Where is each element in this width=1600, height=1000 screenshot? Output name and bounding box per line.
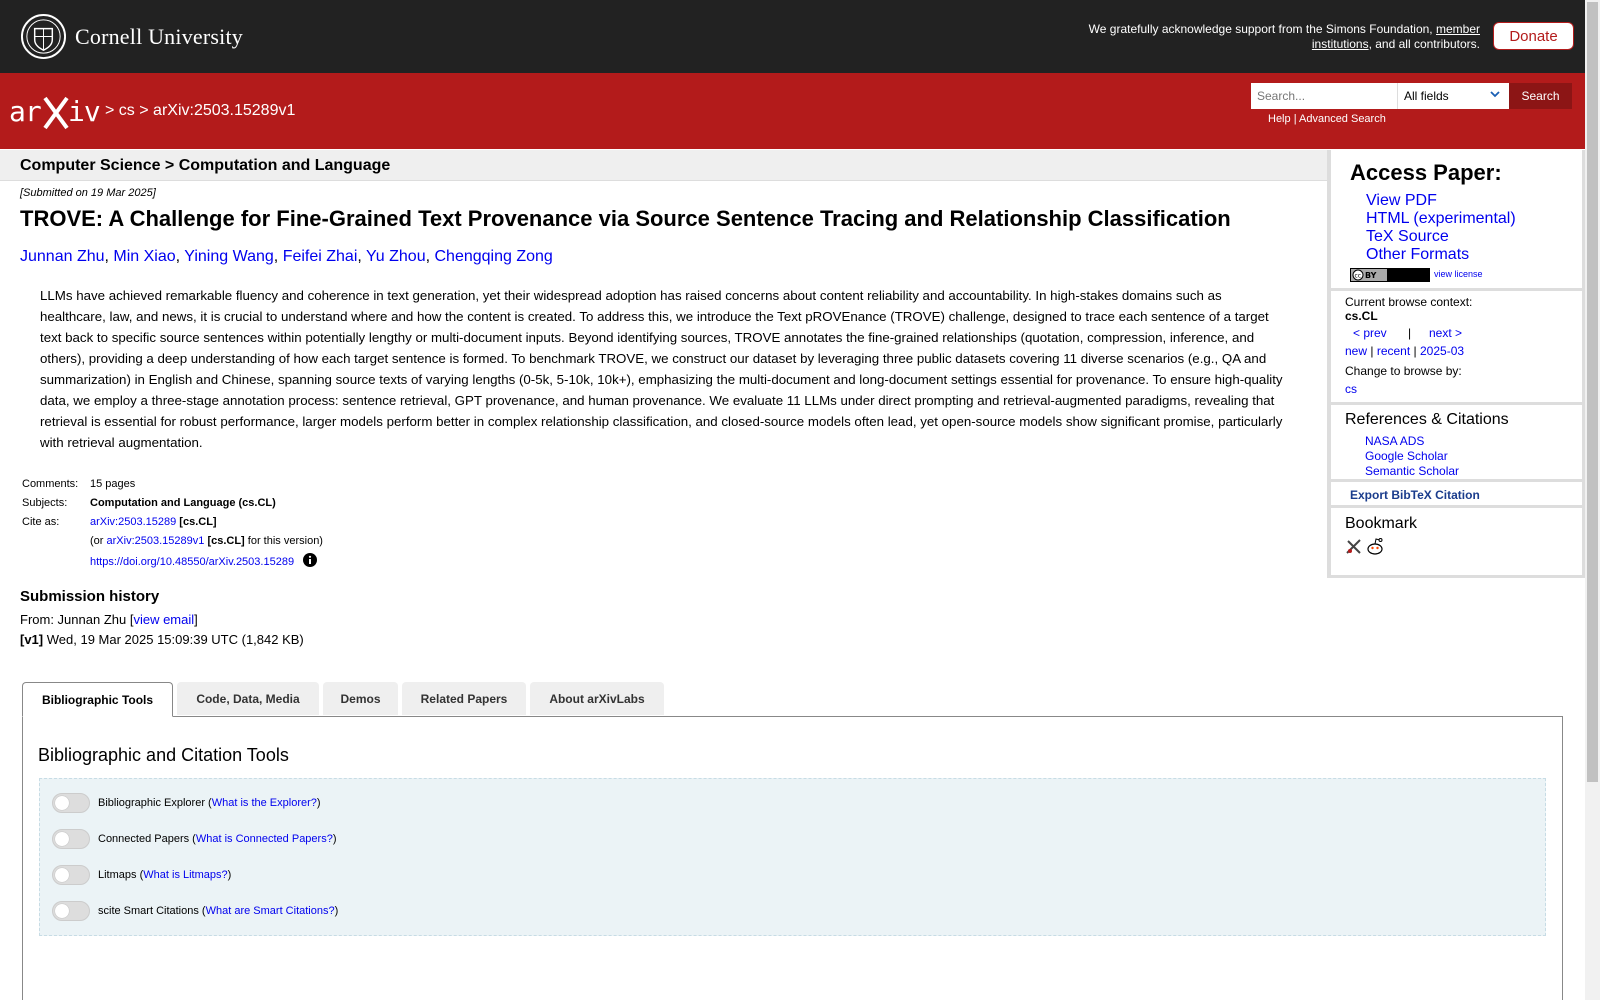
tool-name: Litmaps xyxy=(98,869,137,881)
tools-list xyxy=(39,778,1546,936)
export-bibtex-link[interactable]: Export BibTeX Citation xyxy=(1350,488,1480,502)
doi-link[interactable]: https://doi.org/10.48550/arXiv.2503.15289 xyxy=(90,556,295,568)
svg-text:cc: cc xyxy=(1354,272,1362,280)
version-label[interactable]: [v1] xyxy=(20,632,44,647)
version-details: Wed, 19 Mar 2025 15:09:39 UTC (1,842 KB) xyxy=(46,632,304,647)
author-list: Junnan Zhu, Min Xiao, Yining Wang, Feifei Zhai, Yu Zhou, Chengqing Zong xyxy=(20,248,553,265)
author-link[interactable]: Min Xiao xyxy=(113,248,176,265)
author-link[interactable]: Yu Zhou xyxy=(366,248,426,265)
header-links xyxy=(1268,113,1386,125)
view-license-link[interactable]: view license xyxy=(1434,269,1483,279)
cornell-university-wordmark: Cornell University xyxy=(75,23,243,49)
support-prefix: We gratefully acknowledge support from the Simons Foundation, xyxy=(1088,22,1433,36)
version-entry xyxy=(20,632,304,647)
metadata-table xyxy=(20,475,325,572)
tool-name: Bibliographic Explorer xyxy=(98,797,205,809)
new-link[interactable]: new xyxy=(1345,344,1368,358)
links-separator: | xyxy=(1293,113,1297,125)
paper-title: TROVE: A Challenge for Fine-Grained Text Provenance via Source Sentence Tracing and Relationship Classification xyxy=(20,206,1231,231)
bookmark-section xyxy=(1331,508,1585,575)
tab-bibliographic-tools[interactable]: Bibliographic Tools xyxy=(22,682,173,717)
tab-related-papers[interactable]: Related Papers xyxy=(402,682,526,715)
bibsonomy-icon[interactable] xyxy=(1345,538,1363,556)
export-section xyxy=(1331,482,1585,508)
references-heading: References & Citations xyxy=(1345,411,1509,428)
access-paper-heading: Access Paper: xyxy=(1350,160,1502,185)
tool-help-link[interactable]: What is Litmaps? xyxy=(143,869,228,881)
view-pdf-link[interactable]: View PDF xyxy=(1366,192,1437,209)
tool-help-link[interactable]: What is Connected Papers? xyxy=(195,833,333,845)
scrollbar-thumb[interactable] xyxy=(1587,2,1598,782)
search-input[interactable] xyxy=(1251,83,1397,109)
tab-panel xyxy=(22,716,1563,1000)
view-email-link[interactable]: view email xyxy=(133,612,195,627)
cornell-header xyxy=(0,0,1585,73)
abstract: LLMs have achieved remarkable fluency and coherence in text generation, yet their widespread adoption has raised concerns about content reliability and accountability. In high-stakes domains such as healthcare, law, and news, it is crucial to understand where and how the content is created. To address this, we introduce the Text pROVEnance (TROVE) challenge, designed to trace each sentence of a target text back to specific source sentences within potentially lengthy or multi-document inputs. Beyond identifying sources, TROVE annotates the fine-grained relationships (quotation, compression, inference, and others), providing a deep understanding of how each target sentence is formed. To benchmark TROVE, we construct our dataset by leveraging three public datasets covering 11 diverse scenarios (e.g., QA and summarization) in English and Chinese, spanning source texts of varying lengths (0-5k, 5-10k, 10k+), emphasizing the multi-document and long-document settings essential for provenance. To ensure high-quality data, we employ a three-stage annotation process: sentence retrieval, GPT provenance, and human provenance. We evaluate 11 LLMs under direct prompting and retrieval-augmented paradigms, revealing that retrieval is essential for robust performance, larger models perform better in complex relationship classification, and closed-source models often lead, yet open-source models show significant promise, particularly with retrieval augmentation. xyxy=(40,288,1283,450)
search-field-select[interactable] xyxy=(1397,83,1509,109)
cite-version-suffix: for this version) xyxy=(247,535,323,547)
breadcrumb-paper-id: arXiv:2503.15289v1 xyxy=(153,102,296,119)
next-link[interactable]: next > xyxy=(1429,326,1463,340)
other-formats-link[interactable]: Other Formats xyxy=(1366,246,1470,263)
cite-category: [cs.CL] xyxy=(179,516,217,528)
author-link[interactable]: Junnan Zhu xyxy=(20,248,105,265)
help-link[interactable]: Help xyxy=(1268,113,1291,125)
tool-row: Bibliographic Explorer ( What is the Explorer? ) xyxy=(52,793,321,813)
panel-heading: Bibliographic and Citation Tools xyxy=(38,745,289,765)
arxiv-header xyxy=(0,73,1585,149)
info-icon[interactable] xyxy=(303,553,317,567)
tex-source-link[interactable]: TeX Source xyxy=(1366,228,1449,245)
author-link[interactable]: Yining Wang xyxy=(184,248,274,265)
search-field-selected: All fields xyxy=(1404,89,1449,103)
toggle-connected-papers[interactable] xyxy=(52,829,90,849)
cc-by-license-icon[interactable] xyxy=(1350,268,1430,282)
comments-value: 15 pages xyxy=(90,478,136,490)
breadcrumb-separator: > xyxy=(105,102,115,119)
breadcrumb-separator: > xyxy=(139,102,149,119)
chevron-down-icon xyxy=(1489,88,1501,100)
access-paper-section xyxy=(1331,150,1585,291)
recent-link[interactable]: recent xyxy=(1376,344,1411,358)
cite-version-link[interactable]: arXiv:2503.15289v1 xyxy=(106,535,205,547)
breadcrumb-cs[interactable]: cs xyxy=(118,102,135,119)
subjects-value: Computation and Language (cs.CL) xyxy=(90,497,276,509)
tool-name: Connected Papers xyxy=(98,833,190,845)
html-experimental-link[interactable]: HTML (experimental) xyxy=(1366,210,1516,227)
subject-bar xyxy=(0,150,1327,181)
tool-help-link[interactable]: What are Smart Citations? xyxy=(205,905,335,917)
browse-context-value: cs.CL xyxy=(1345,309,1378,323)
support-suffix: , and all contributors. xyxy=(1368,37,1480,51)
comments-label: Comments: xyxy=(22,478,79,490)
submission-history-heading: Submission history xyxy=(20,588,160,605)
tool-row: scite Smart Citations ( What are Smart Citations? ) xyxy=(52,901,338,921)
browse-links: new | recent | 2025-03 xyxy=(1345,344,1465,358)
submission-from xyxy=(20,612,198,627)
browse-context-label: Current browse context: xyxy=(1345,295,1473,309)
cite-arxiv-link[interactable]: arXiv:2503.15289 xyxy=(90,516,177,528)
tab-about-arxivlabs[interactable]: About arXivLabs xyxy=(530,682,664,715)
toggle-bibliographic-explorer[interactable] xyxy=(52,793,90,813)
reddit-icon[interactable] xyxy=(1365,536,1385,556)
submission-from-suffix: ] xyxy=(194,612,198,627)
subject-heading: Computer Science > Computation and Language xyxy=(20,157,391,174)
tab-demos[interactable]: Demos xyxy=(323,682,398,715)
author-link[interactable]: Chengqing Zong xyxy=(434,248,553,265)
month-link[interactable]: 2025-03 xyxy=(1420,344,1465,358)
tab-code-data-media[interactable]: Code, Data, Media xyxy=(177,682,319,715)
change-browse-label: Change to browse by: xyxy=(1345,364,1462,378)
svg-text:BY: BY xyxy=(1365,271,1377,280)
cite-version-category: [cs.CL] xyxy=(207,535,245,547)
cite-version-prefix: (or xyxy=(90,535,104,547)
author-link[interactable]: Feifei Zhai xyxy=(282,248,358,265)
semantic-scholar-link[interactable]: Semantic Scholar xyxy=(1365,464,1460,478)
browse-context-section xyxy=(1331,291,1585,405)
tool-row: Connected Papers ( What is Connected Papers? ) xyxy=(52,829,337,849)
support-message xyxy=(1050,22,1480,52)
tool-row: Litmaps ( What is Litmaps? ) xyxy=(52,865,231,885)
tool-help-link[interactable]: What is the Explorer? xyxy=(211,797,317,809)
page-scrollbar[interactable] xyxy=(1585,0,1600,1000)
tool-name: scite Smart Citations xyxy=(98,905,199,917)
prev-link[interactable]: < prev xyxy=(1353,326,1387,340)
submission-date: [Submitted on 19 Mar 2025] xyxy=(20,187,156,199)
google-scholar-link[interactable]: Google Scholar xyxy=(1365,449,1448,463)
browse-cs-link[interactable]: cs xyxy=(1345,382,1357,396)
svg-text:ar: ar xyxy=(9,95,41,128)
nasa-ads-link[interactable]: NASA ADS xyxy=(1365,434,1425,448)
toggle-litmaps[interactable] xyxy=(52,865,90,885)
submission-from-prefix: From: Junnan Zhu [ xyxy=(20,612,134,627)
toggle-scite[interactable] xyxy=(52,901,90,921)
breadcrumb xyxy=(105,102,295,120)
sidebar xyxy=(1327,150,1585,578)
references-section xyxy=(1331,405,1585,482)
tab-bar xyxy=(22,682,668,717)
cite-as-label: Cite as: xyxy=(22,516,60,528)
search-button[interactable]: Search xyxy=(1509,83,1572,109)
cornell-logo[interactable] xyxy=(20,13,243,60)
member-institutions-link[interactable]: member institutions xyxy=(1311,22,1480,51)
svg-text:iv: iv xyxy=(68,95,100,128)
nav-separator: | xyxy=(1408,326,1412,340)
cornell-seal-icon xyxy=(20,13,67,60)
arxiv-logo[interactable] xyxy=(9,92,101,132)
advanced-search-link[interactable]: Advanced Search xyxy=(1299,113,1386,125)
donate-button[interactable]: Donate xyxy=(1493,22,1574,50)
subjects-label: Subjects: xyxy=(22,497,68,509)
bookmark-heading: Bookmark xyxy=(1345,515,1418,532)
